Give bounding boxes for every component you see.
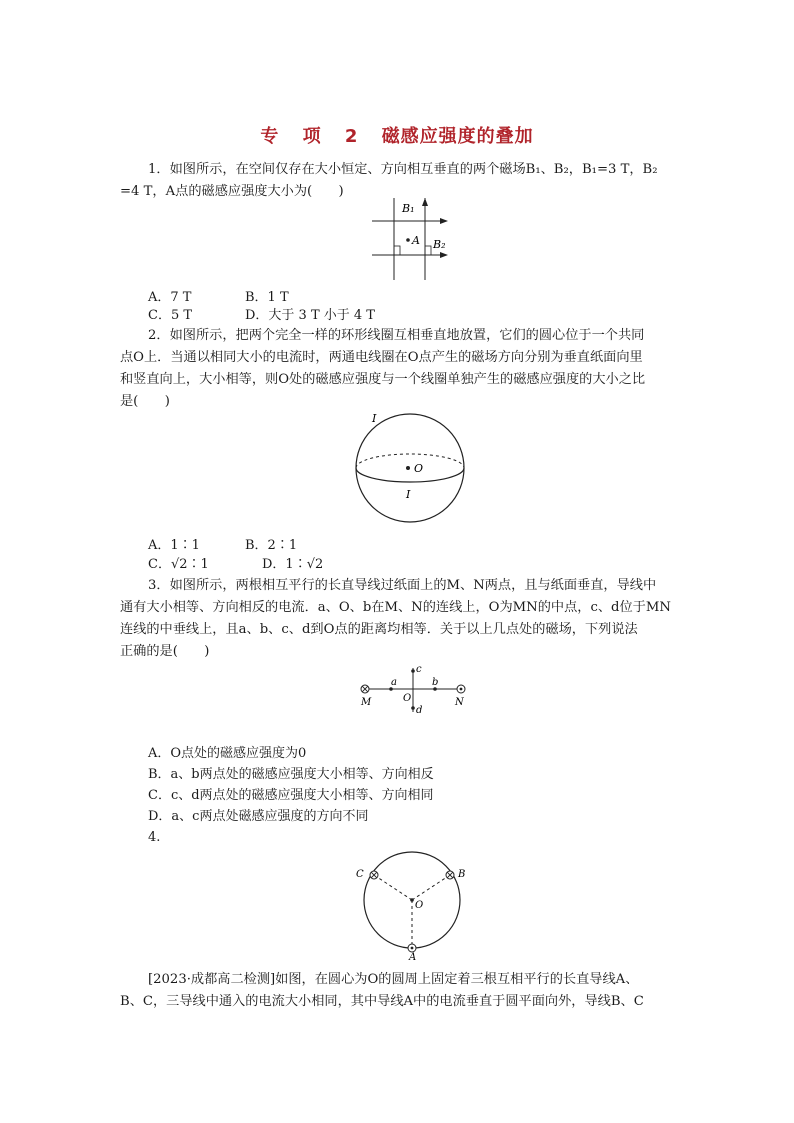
q3-figure bbox=[355, 660, 475, 720]
q2-line4: 是( ) bbox=[120, 394, 170, 409]
q3-line1: 3．如图所示，两根相互平行的长直导线过纸面上的M、N两点，且与纸面垂直，导线中 bbox=[148, 578, 657, 593]
q1-figure bbox=[360, 194, 460, 284]
q3-option-b: B．a、b两点处的磁感应强度大小相等、方向相反 bbox=[148, 767, 434, 782]
q2-label-i-bottom: I bbox=[406, 488, 411, 501]
q4-wire-c-cross-icon bbox=[370, 871, 378, 879]
q3-line3: 连线的中垂线上，且a、b、c、d到O点的距离均相等．关于以上几点处的磁场，下列说法 bbox=[120, 622, 638, 637]
q2-coil-front bbox=[356, 468, 464, 482]
q4-center-o bbox=[410, 898, 414, 902]
q1-line1: 1．如图所示，在空间仅存在大小恒定、方向相互垂直的两个磁场B₁、B₂，B₁=3 T，B₂ bbox=[148, 162, 658, 177]
q1-line2: =4 T，A点的磁感应强度大小为( ) bbox=[120, 184, 344, 199]
q3-option-d: D．a、c两点处磁感应强度的方向不同 bbox=[148, 809, 369, 824]
q4-dash-ob bbox=[412, 875, 450, 900]
q3-label-d: d bbox=[416, 705, 423, 716]
q2-line3: 和竖直向上，大小相等，则O处的磁感应强度与一个线圈单独产生的磁感应强度的大小之比 bbox=[120, 372, 646, 387]
q3-label-n: N bbox=[455, 697, 464, 708]
q1-option-a: A．7 T bbox=[148, 290, 192, 305]
q4-line1: [2023·成都高二检测]如图，在圆心为O的圆周上固定着三根互相平行的长直导线A、 bbox=[148, 972, 639, 987]
q1-arrow-top bbox=[422, 198, 428, 206]
q4-label-o: O bbox=[415, 900, 424, 911]
q3-option-c: C．c、d两点处的磁感应强度大小相等、方向相同 bbox=[148, 788, 434, 803]
q3-line2: 通有大小相等、方向相反的电流．a、O、b在M、N的连线上，O为MN的中点，c、d位于MN bbox=[120, 600, 671, 615]
q4-label-c: C bbox=[356, 869, 364, 880]
page-title bbox=[0, 122, 794, 148]
title-topic: 磁感应强度的叠加 bbox=[381, 126, 534, 147]
q3-label-m: M bbox=[361, 697, 372, 708]
q4-label-b: B bbox=[458, 869, 466, 880]
q1-point-a bbox=[406, 238, 410, 242]
q4-line2: B、C，三导线中通入的电流大小相同，其中导线A中的电流垂直于圆平面向外，导线B、C bbox=[120, 994, 644, 1009]
q4-wire-a-dot-icon bbox=[408, 944, 416, 952]
q4-dash-oc bbox=[374, 875, 412, 900]
q1-arrow-right bbox=[440, 218, 448, 224]
q2-figure bbox=[350, 410, 470, 525]
q3-point-d bbox=[411, 706, 415, 710]
q1-right-angle bbox=[394, 246, 400, 255]
title-num: 2 bbox=[344, 126, 359, 147]
q2-label-o: O bbox=[414, 462, 424, 475]
title-part2: 项 bbox=[302, 126, 322, 147]
q1-label-b2: B₂ bbox=[433, 238, 446, 251]
q4-wire-b-cross-icon bbox=[446, 871, 454, 879]
q4-figure bbox=[345, 848, 475, 963]
q2-label-i-top: I bbox=[372, 412, 377, 425]
q4-label-a: A bbox=[409, 952, 417, 963]
q3-option-a: A．O点处的磁感应强度为0 bbox=[148, 746, 307, 761]
q3-wire-n-dot-icon bbox=[457, 685, 465, 693]
q1-label-b1: B₁ bbox=[402, 202, 415, 215]
q2-line1: 2．如图所示，把两个完全一样的环形线圈互相垂直地放置，它们的圆心位于一个共同 bbox=[148, 328, 645, 343]
q1-label-a: A bbox=[412, 234, 420, 247]
q2-option-b: B．2∶1 bbox=[245, 538, 298, 553]
q3-wire-m-cross-icon bbox=[361, 685, 369, 693]
q2-line2: 点O上．当通以相同大小的电流时，两通电线圈在O点产生的磁场方向分别为垂直纸面向里 bbox=[120, 350, 643, 365]
q3-label-c: c bbox=[416, 664, 422, 675]
q2-coil-back bbox=[356, 454, 464, 468]
q3-label-b: b bbox=[432, 677, 439, 688]
q1-option-b: B．1 T bbox=[245, 290, 289, 305]
q3-line4: 正确的是( ) bbox=[120, 644, 210, 659]
q1-arrow-right2 bbox=[440, 252, 448, 258]
q2-center-o bbox=[406, 466, 410, 470]
q2-option-c: C．√2∶1 bbox=[148, 557, 209, 572]
q3-label-a: a bbox=[391, 677, 397, 688]
q1-right-angle2 bbox=[425, 246, 431, 255]
title-part1: 专 bbox=[260, 126, 280, 147]
q3-point-c bbox=[411, 669, 415, 673]
q1-option-d: D．大于 3 T 小于 4 T bbox=[245, 308, 375, 323]
q3-label-o: O bbox=[403, 693, 412, 704]
q4-number: 4. bbox=[148, 830, 161, 845]
q1-option-c: C．5 T bbox=[148, 308, 193, 323]
q2-option-d: D．1∶√2 bbox=[262, 557, 324, 572]
q2-option-a: A．1∶1 bbox=[148, 538, 200, 553]
